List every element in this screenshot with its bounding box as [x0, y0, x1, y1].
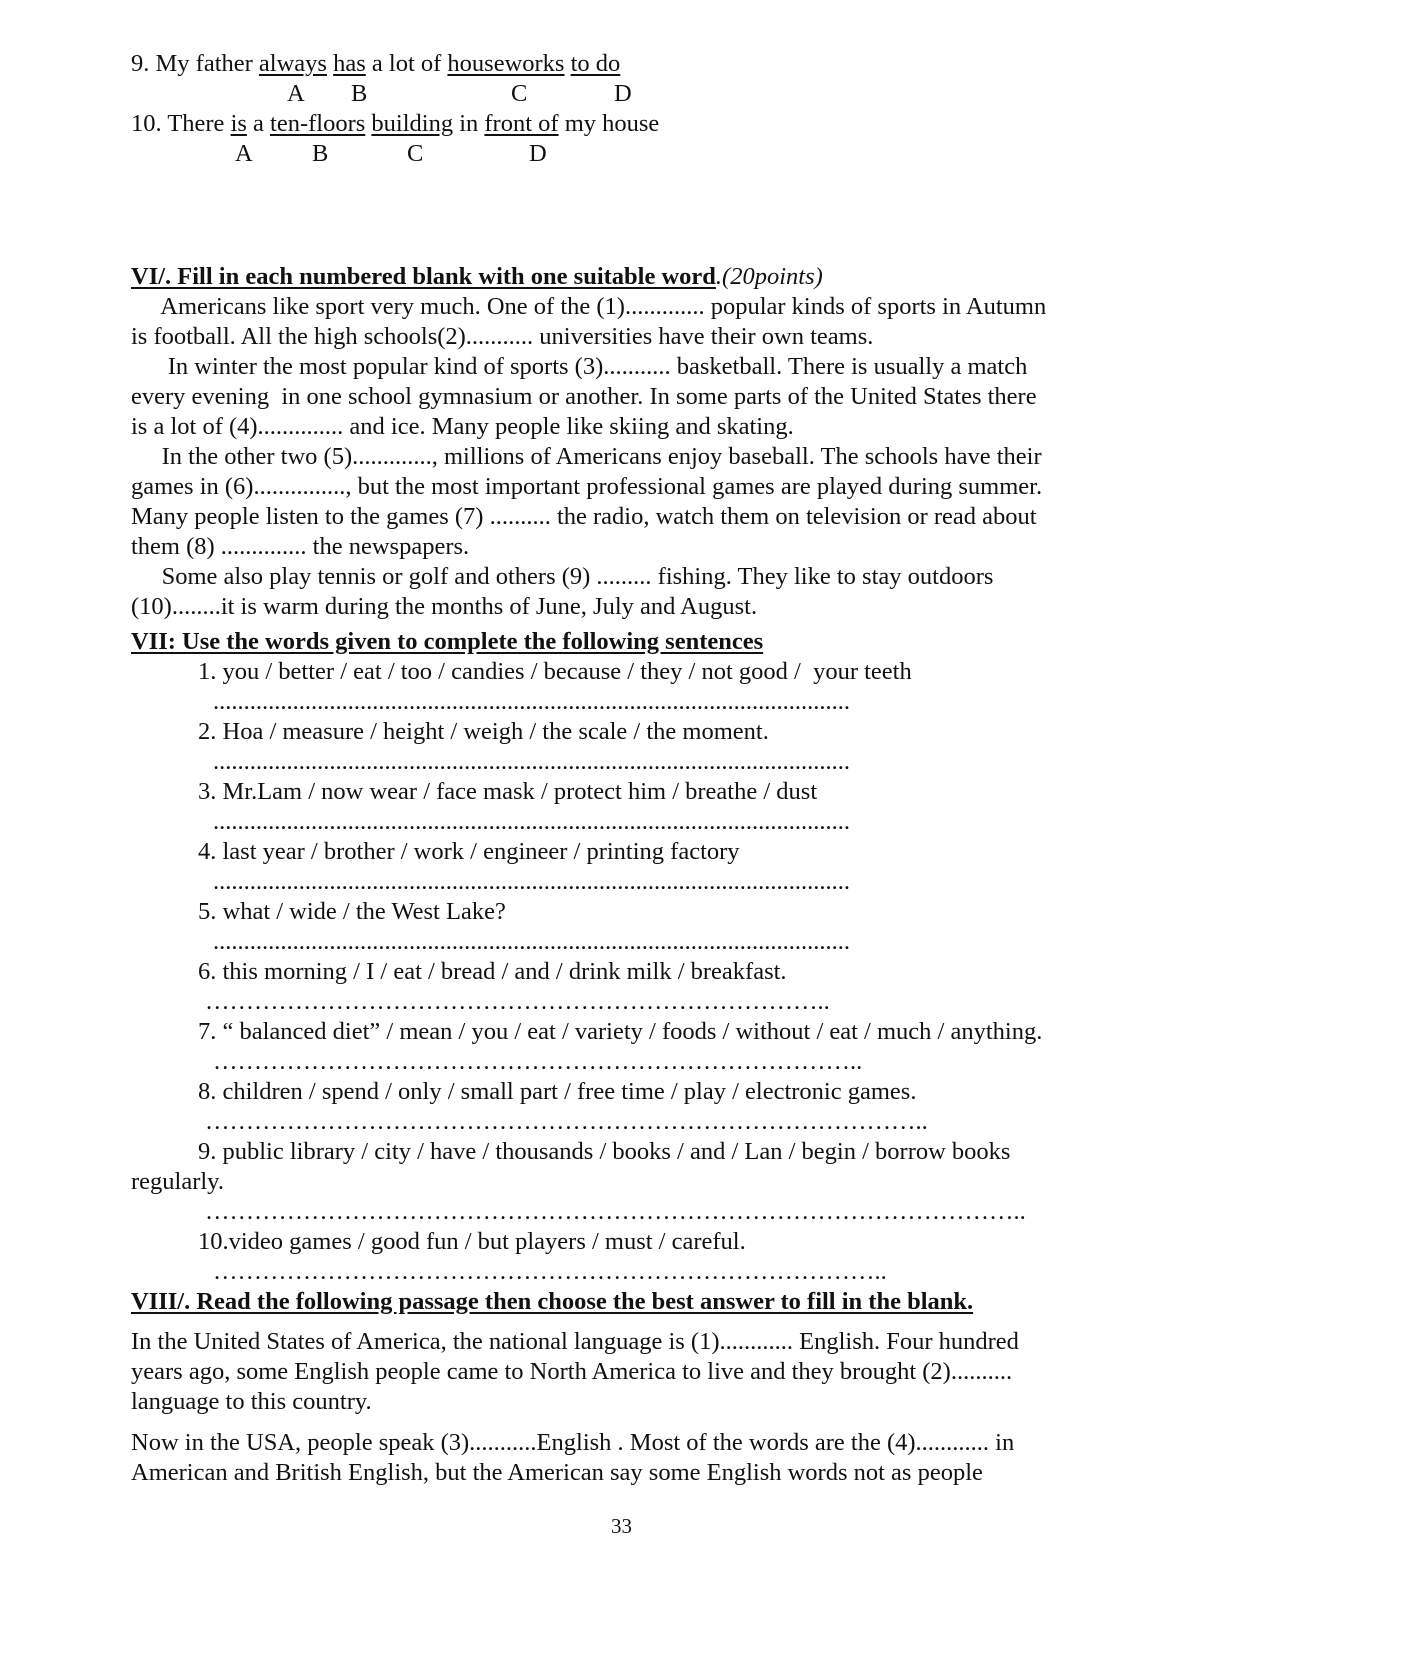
- option-label-a: A: [235, 140, 253, 167]
- passage-line: games in (6)..............., but the most important professional games are played during summer.: [131, 473, 1043, 500]
- passage-line: Some also play tennis or golf and others (9) ......... fishing. They like to stay outdoors: [131, 563, 994, 590]
- underlined-option-d: front of: [484, 110, 559, 137]
- answer-line-9[interactable]: ………………………………………………………………………………………..: [205, 1198, 1026, 1225]
- passage-line: In the other two (5)............., millions of Americans enjoy baseball. The schools have their: [131, 443, 1042, 470]
- question-9: [131, 49, 620, 79]
- section-6-heading: [131, 262, 823, 292]
- sentence-item-3: 3. Mr.Lam / now wear / face mask / protect him / breathe / dust: [198, 778, 818, 805]
- question-text: My father: [155, 50, 259, 77]
- answer-line-2[interactable]: ........................................................................................................: [213, 748, 850, 775]
- sentence-item-5: 5. what / wide / the West Lake?: [198, 898, 506, 925]
- sentence-item-1: 1. you / better / eat / too / candies / because / they / not good / your teeth: [198, 658, 912, 685]
- sentence-item-6: 6. this morning / I / eat / bread / and / drink milk / breakfast.: [198, 958, 787, 985]
- section-7-title: VII: Use the words given to complete the following sentences: [131, 628, 764, 655]
- answer-line-7[interactable]: ……………………………………………………………………..: [213, 1048, 863, 1075]
- passage-line: is a lot of (4).............. and ice. Many people like skiing and skating.: [131, 413, 794, 440]
- answer-line-10[interactable]: ………………………………………………………………………..: [213, 1258, 887, 1285]
- option-label-a: A: [287, 80, 305, 107]
- sentence-item-4: 4. last year / brother / work / engineer / printing factory: [198, 838, 740, 865]
- sentence-item-7: 7. “ balanced diet” / mean / you / eat / variety / foods / without / eat / much / anything.: [198, 1018, 1043, 1045]
- question-text: a lot of: [365, 50, 448, 77]
- passage-line: Now in the USA, people speak (3)...........English . Most of the words are the (4)............ in: [131, 1429, 1015, 1456]
- option-label-b: B: [351, 80, 368, 107]
- question-text: a: [246, 110, 271, 137]
- underlined-option-a: always: [258, 50, 327, 77]
- option-label-c: C: [407, 140, 424, 167]
- passage-line: American and British English, but the American say some English words not as people: [131, 1459, 983, 1486]
- answer-line-3[interactable]: ........................................................................................................: [213, 808, 850, 835]
- question-text: in: [453, 110, 485, 137]
- underlined-option-d: to do: [570, 50, 621, 77]
- passage-line: (10)........it is warm during the months of June, July and August.: [131, 593, 758, 620]
- option-label-d: D: [614, 80, 632, 107]
- answer-line-4[interactable]: ........................................................................................................: [213, 868, 850, 895]
- answer-line-5[interactable]: ........................................................................................................: [213, 928, 850, 955]
- option-label-d: D: [529, 140, 547, 167]
- question-text: my house: [558, 110, 660, 137]
- underlined-option-b: has: [333, 50, 366, 77]
- underlined-option-b: ten-floors: [270, 110, 366, 137]
- sentence-item-2: 2. Hoa / measure / height / weigh / the scale / the moment.: [198, 718, 769, 745]
- underlined-option-c: building: [371, 110, 454, 137]
- section-8-title: VIII/. Read the following passage then choose the best answer to fill in the blank.: [131, 1288, 974, 1315]
- answer-line-8[interactable]: ……………………………………………………………………………..: [205, 1108, 928, 1135]
- underlined-option-a: is: [230, 110, 247, 137]
- underlined-option-c: houseworks: [447, 50, 565, 77]
- option-label-b: B: [312, 140, 329, 167]
- question-number: 10.: [131, 110, 168, 137]
- passage-line: language to this country.: [131, 1388, 372, 1415]
- passage-line: years ago, some English people came to North America to live and they brought (2)..........: [131, 1358, 1013, 1385]
- passage-line: Americans like sport very much. One of the (1)............. popular kinds of sports in Autumn: [131, 293, 1047, 320]
- passage-line: In winter the most popular kind of sports (3)........... basketball. There is usually a match: [131, 353, 1028, 380]
- passage-line: is football. All the high schools(2)........... universities have their own teams.: [131, 323, 874, 350]
- section-title: VI/. Fill in each numbered blank with one suitable word: [131, 263, 716, 290]
- question-10: [131, 109, 659, 139]
- option-label-c: C: [511, 80, 528, 107]
- passage-line: every evening in one school gymnasium or another. In some parts of the United States there: [131, 383, 1037, 410]
- question-number: 9.: [131, 50, 156, 77]
- sentence-item-8: 8. children / spend / only / small part / free time / play / electronic games.: [198, 1078, 917, 1105]
- passage-line: In the United States of America, the national language is (1)............ English. Four hundred: [131, 1328, 1019, 1355]
- page-number: 33: [611, 1514, 632, 1538]
- section-points: .(20points): [715, 263, 823, 290]
- answer-line-6[interactable]: …………………………………………………………………..: [205, 988, 830, 1015]
- sentence-item-9-continued: regularly.: [131, 1168, 224, 1195]
- question-text: There: [167, 110, 231, 137]
- passage-line: them (8) .............. the newspapers.: [131, 533, 470, 560]
- sentence-item-10: 10.video games / good fun / but players / must / careful.: [198, 1228, 746, 1255]
- answer-line-1[interactable]: ........................................................................................................: [213, 688, 850, 715]
- passage-line: Many people listen to the games (7) .......... the radio, watch them on television or read about: [131, 503, 1037, 530]
- sentence-item-9: 9. public library / city / have / thousands / books / and / Lan / begin / borrow books: [198, 1138, 1011, 1165]
